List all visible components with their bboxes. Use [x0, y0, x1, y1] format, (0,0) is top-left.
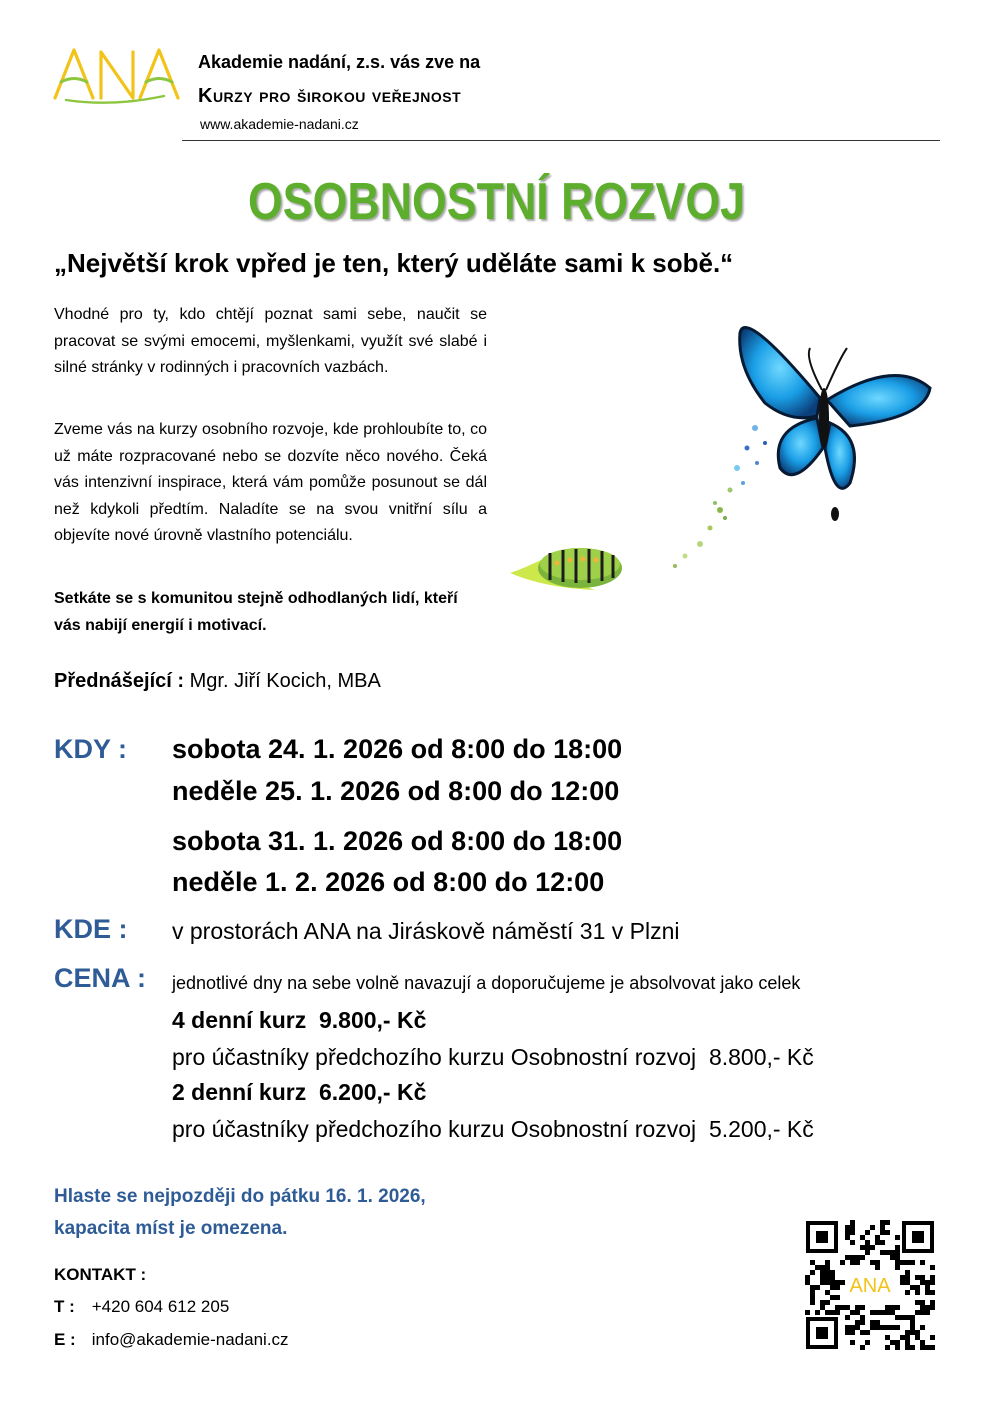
qr-module: [855, 1320, 860, 1325]
qr-module: [905, 1335, 910, 1340]
qr-module: [865, 1240, 870, 1245]
qr-module: [810, 1285, 815, 1290]
qr-module: [820, 1305, 825, 1310]
qr-module: [860, 1330, 865, 1335]
qr-module: [910, 1345, 915, 1350]
contact-email-row: [54, 1330, 289, 1350]
butterfly: [740, 328, 930, 521]
qr-module: [850, 1330, 855, 1335]
qr-module: [845, 1225, 850, 1230]
registration-notice: [54, 1181, 426, 1245]
invitation-paragraph: Zveme vás na kurzy osobního rozvoje, kde prohloubíte to, co už máte rozpracované nebo se dozvíte něco nového. Čeká vás intenzivní inspirace, která vám pomůže posunout se dál než kdykoli předtím. Naladíte se na svou vnitřní sílu a objevíte nové úrovně vlastního potenciálu.: [54, 421, 487, 544]
qr-module: [920, 1275, 925, 1280]
particle-trail: [673, 425, 767, 568]
qr-module: [880, 1250, 885, 1255]
qr-module: [890, 1310, 895, 1315]
qr-module: [830, 1310, 835, 1315]
qr-module: [895, 1325, 900, 1330]
qr-module: [845, 1325, 850, 1330]
qr-module: [805, 1275, 810, 1280]
qr-module: [915, 1285, 920, 1290]
header-divider: [182, 140, 940, 141]
qr-module: [845, 1255, 850, 1260]
price-2-day-returning: pro účastníky předchozího kurzu Osobnostní rozvoj 5.200,- Kč: [172, 1116, 814, 1142]
qr-module: [860, 1345, 865, 1350]
qr-module: [840, 1305, 845, 1310]
schedule-date: sobota 31. 1. 2026 od 8:00 do 18:00: [172, 826, 623, 856]
qr-module: [930, 1335, 935, 1340]
qr-module: [855, 1260, 860, 1265]
qr-module: [930, 1275, 935, 1280]
qr-module: [920, 1280, 925, 1285]
qr-module: [830, 1280, 835, 1285]
qr-module: [870, 1260, 875, 1265]
qr-module: [875, 1325, 880, 1330]
qr-module: [850, 1225, 855, 1230]
qr-module: [865, 1245, 870, 1250]
qr-module: [870, 1320, 875, 1325]
qr-module: [910, 1315, 915, 1320]
qr-module: [875, 1260, 880, 1265]
qr-module: [895, 1260, 900, 1265]
lecturer-name: Mgr. Jiří Kocich, MBA: [189, 670, 381, 692]
qr-module: [920, 1345, 925, 1350]
qr-module: [910, 1330, 915, 1335]
qr-module: [815, 1310, 820, 1315]
qr-logo-text: ANA: [849, 1275, 891, 1297]
qr-module: [875, 1240, 880, 1245]
qr-module: [835, 1310, 840, 1315]
qr-module: [885, 1230, 890, 1235]
where-label: KDE :: [54, 914, 128, 944]
qr-module: [880, 1225, 885, 1230]
email-address[interactable]: info@akademie-nadani.cz: [91, 1330, 289, 1349]
qr-module: [810, 1260, 815, 1265]
qr-module: [905, 1315, 910, 1320]
qr-module: [885, 1220, 890, 1225]
motto-quote: „Největší krok vpřed je ten, který uděláte sami k sobě.“: [54, 248, 734, 278]
qr-module: [850, 1255, 855, 1260]
qr-module: [825, 1260, 830, 1265]
qr-module: [880, 1240, 885, 1245]
qr-module: [850, 1230, 855, 1235]
qr-module: [925, 1310, 930, 1315]
qr-module: [850, 1310, 855, 1315]
qr-module: [885, 1345, 890, 1350]
qr-module: [850, 1325, 855, 1330]
qr-module: [825, 1270, 830, 1275]
qr-module: [905, 1270, 910, 1275]
qr-module: [820, 1275, 825, 1280]
qr-module: [855, 1325, 860, 1330]
qr-module: [850, 1240, 855, 1245]
schedule-date: neděle 1. 2. 2026 od 8:00 do 12:00: [172, 867, 605, 897]
qr-module: [855, 1255, 860, 1260]
qr-module: [885, 1310, 890, 1315]
qr-module: [910, 1285, 915, 1290]
when-label: KDY :: [54, 734, 128, 764]
community-paragraph: Setkáte se s komunitou stejně odhodlaných lidí, kteří vás nabijí energií i motivací.: [54, 590, 458, 634]
qr-module: [830, 1295, 835, 1300]
qr-module: [895, 1345, 900, 1350]
qr-module: [820, 1270, 825, 1275]
qr-module: [920, 1305, 925, 1310]
price-4-day-returning: pro účastníky předchozího kurzu Osobnostní rozvoj 8.800,- Kč: [172, 1044, 814, 1070]
qr-module: [825, 1275, 830, 1280]
contact-phone-row: [54, 1297, 229, 1317]
qr-module: [880, 1220, 885, 1225]
qr-module: [920, 1340, 925, 1345]
qr-module: [820, 1300, 825, 1305]
registration-capacity: kapacita míst je omezena.: [54, 1218, 288, 1239]
qr-module: [905, 1280, 910, 1285]
qr-module: [830, 1270, 835, 1275]
qr-module: [895, 1245, 900, 1250]
registration-deadline: Hlaste se nejpozději do pátku 16. 1. 2026,: [54, 1186, 426, 1207]
qr-module: [860, 1305, 865, 1310]
qr-module: [820, 1265, 825, 1270]
price-note: jednotlivé dny na sebe volně navazují a doporučujeme je absolvovat jako celek: [172, 973, 801, 993]
qr-module: [930, 1345, 935, 1350]
qr-module: [930, 1290, 935, 1295]
price-4-day: 4 denní kurz 9.800,- Kč: [172, 1007, 427, 1033]
qr-module: [860, 1235, 865, 1240]
qr-module: [920, 1260, 925, 1265]
qr-module: [860, 1245, 865, 1250]
qr-module: [865, 1250, 870, 1255]
qr-module: [900, 1280, 905, 1285]
qr-module: [925, 1305, 930, 1310]
qr-module: [810, 1290, 815, 1295]
qr-module: [920, 1325, 925, 1330]
qr-module: [835, 1285, 840, 1290]
qr-module: [915, 1290, 920, 1295]
qr-module: [805, 1310, 810, 1315]
qr-module: [865, 1340, 870, 1345]
qr-module: [835, 1280, 840, 1285]
phone-label: T :: [54, 1297, 75, 1316]
qr-module: [870, 1225, 875, 1230]
qr-module: [885, 1335, 890, 1340]
caterpillar: [510, 548, 622, 590]
qr-module: [915, 1330, 920, 1335]
qr-module: [825, 1290, 830, 1295]
qr-module: [815, 1285, 820, 1290]
qr-module: [925, 1280, 930, 1285]
qr-module: [895, 1250, 900, 1255]
qr-module: [925, 1345, 930, 1350]
qr-module: [880, 1310, 885, 1315]
qr-module: [890, 1325, 895, 1330]
qr-module: [920, 1310, 925, 1315]
qr-module: [830, 1285, 835, 1290]
qr-module: [905, 1345, 910, 1350]
qr-module: [845, 1230, 850, 1235]
qr-module: [860, 1315, 865, 1320]
qr-module: [885, 1325, 890, 1330]
qr-module: [900, 1260, 905, 1265]
qr-module: [905, 1290, 910, 1295]
ana-logo: [52, 44, 182, 108]
qr-module: [865, 1330, 870, 1335]
qr-module: [930, 1280, 935, 1285]
phone-number[interactable]: +420 604 612 205: [91, 1297, 230, 1316]
qr-module: [820, 1280, 825, 1285]
qr-module: [915, 1335, 920, 1340]
email-label: E :: [54, 1330, 76, 1349]
qr-module: [910, 1320, 915, 1325]
qr-module: [865, 1230, 870, 1235]
qr-module: [840, 1280, 845, 1285]
qr-module: [880, 1325, 885, 1330]
qr-module: [875, 1310, 880, 1315]
qr-module: [900, 1275, 905, 1280]
qr-module: [925, 1285, 930, 1290]
qr-module: [810, 1295, 815, 1300]
qr-module: [910, 1260, 915, 1265]
qr-module: [880, 1230, 885, 1235]
qr-module: [895, 1340, 900, 1345]
qr-module: [925, 1290, 930, 1295]
organizer-line: Akademie nadání, z.s. vás zve na: [198, 52, 481, 72]
qr-module: [825, 1265, 830, 1270]
website-link[interactable]: www.akademie-nadani.cz: [200, 116, 359, 132]
contact-title: KONTAKT :: [54, 1265, 147, 1284]
qr-module: [805, 1280, 810, 1285]
qr-module: [890, 1340, 895, 1345]
qr-module: [815, 1265, 820, 1270]
qr-module: [915, 1300, 920, 1305]
qr-module: [845, 1305, 850, 1310]
qr-module: [825, 1300, 830, 1305]
qr-module: [895, 1305, 900, 1310]
location-text: v prostorách ANA na Jiráskově náměstí 31 v Plzni: [172, 918, 680, 944]
qr-module: [895, 1265, 900, 1270]
qr-module: [825, 1310, 830, 1315]
qr-module: [890, 1305, 895, 1310]
price-label: CENA :: [54, 963, 146, 993]
qr-module: [890, 1255, 895, 1260]
qr-module: [870, 1325, 875, 1330]
qr-module: [930, 1305, 935, 1310]
course-type-line: [198, 85, 461, 108]
qr-module: [920, 1300, 925, 1305]
qr-module: [850, 1260, 855, 1265]
schedule-date: neděle 25. 1. 2026 od 8:00 do 12:00: [172, 776, 620, 806]
qr-module: [895, 1235, 900, 1240]
qr-module: [910, 1325, 915, 1330]
qr-module: [845, 1330, 850, 1335]
price-2-day: 2 denní kurz 6.200,- Kč: [172, 1079, 427, 1105]
qr-module: [885, 1250, 890, 1255]
qr-module: [835, 1295, 840, 1300]
qr-module: [905, 1340, 910, 1345]
qr-module: [810, 1270, 815, 1275]
course-type-text: Kurzy pro širokou veřejnost: [198, 85, 462, 107]
qr-module: [930, 1300, 935, 1305]
qr-module: [905, 1330, 910, 1335]
qr-module: [855, 1305, 860, 1310]
qr-module: [810, 1300, 815, 1305]
qr-module: [855, 1310, 860, 1315]
qr-module: [850, 1220, 855, 1225]
qr-module: [905, 1275, 910, 1280]
qr-module: [915, 1275, 920, 1280]
qr-module: [845, 1315, 850, 1320]
qr-module: [890, 1250, 895, 1255]
qr-module: [875, 1265, 880, 1270]
qr-module: [915, 1310, 920, 1315]
qr-module: [840, 1260, 845, 1265]
intro-paragraph: Vhodné pro ty, kdo chtějí poznat sami sebe, naučit se pracovat se svými emocemi, myšlenkami, využít své slabé i silné stránky v rodinných i pracovních vazbách.: [54, 306, 487, 376]
qr-module: [900, 1335, 905, 1340]
qr-module: [895, 1255, 900, 1260]
qr-module: [870, 1245, 875, 1250]
qr-module: [885, 1305, 890, 1310]
butterfly-caterpillar-illustration: [505, 318, 937, 618]
qr-module: [860, 1320, 865, 1325]
page-title: OSOBNOSTNÍ ROZVOJ: [248, 173, 745, 231]
qr-module: [835, 1305, 840, 1310]
qr-module: [830, 1275, 835, 1280]
schedule-date: sobota 24. 1. 2026 od 8:00 do 18:00: [172, 734, 623, 764]
lecturer-label: Přednášející :: [54, 670, 185, 692]
qr-module: [900, 1315, 905, 1320]
qr-module: [875, 1235, 880, 1240]
qr-module: [825, 1280, 830, 1285]
qr-module: [930, 1265, 935, 1270]
qr-module: [875, 1320, 880, 1325]
qr-module: [845, 1235, 850, 1240]
qr-module: [870, 1310, 875, 1315]
qr-module: [895, 1315, 900, 1320]
qr-module: [905, 1260, 910, 1265]
qr-code[interactable]: [805, 1220, 935, 1350]
lecturer-row: [54, 670, 381, 693]
qr-module: [860, 1255, 865, 1260]
qr-module: [850, 1340, 855, 1345]
